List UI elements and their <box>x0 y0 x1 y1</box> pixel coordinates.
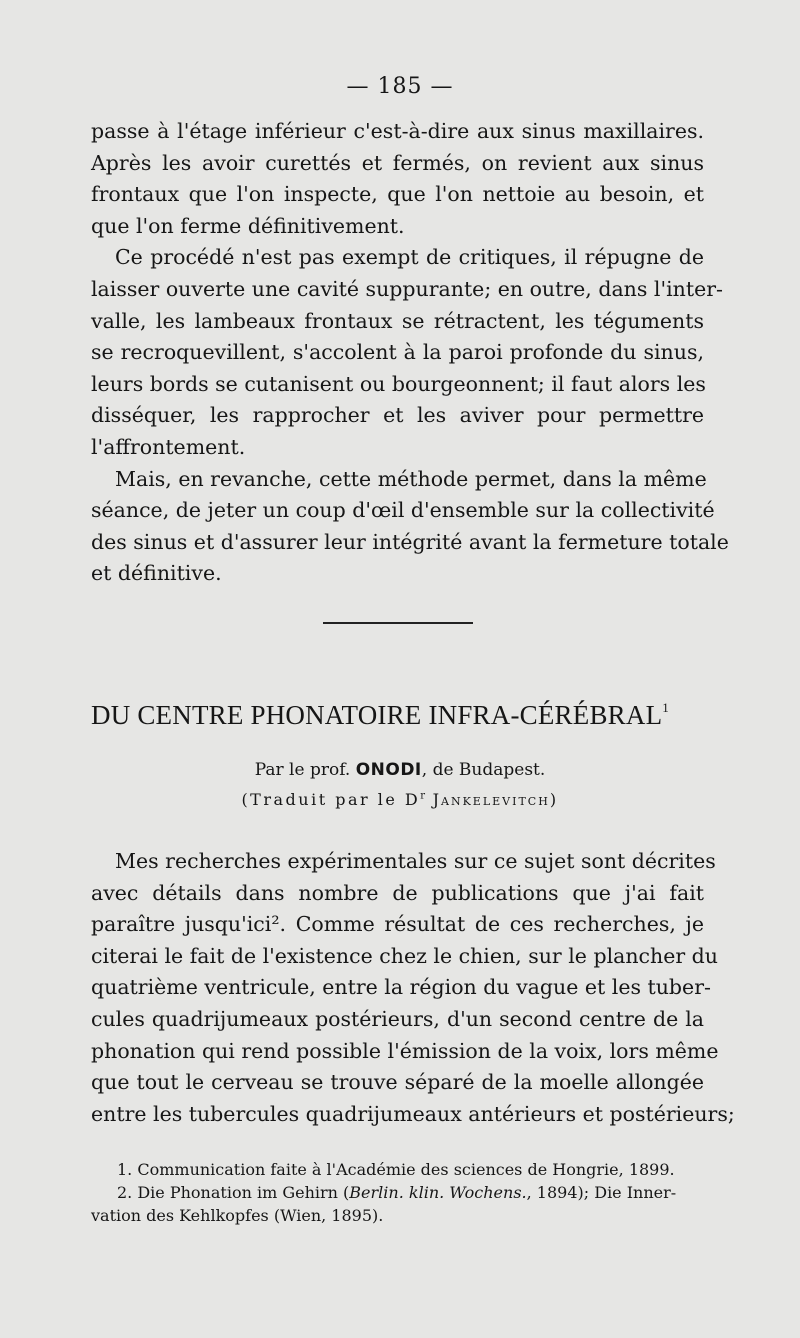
text-line: valle, les lambeaux frontaux se rétractent, les téguments <box>91 308 704 333</box>
text-line: avec détails dans nombre de publications que j'ai fait <box>91 880 704 905</box>
footnote-2 <box>91 1181 704 1204</box>
text-line: que tout le cerveau se trouve séparé de la moelle allongée <box>91 1070 704 1095</box>
article-text <box>91 846 735 1130</box>
text-line: entre les tubercules quadrijumeaux antérieurs et postérieurs; <box>91 1101 735 1126</box>
section-divider <box>323 622 473 624</box>
translator-line <box>0 790 800 809</box>
text-line: des sinus et d'assurer leur intégrité avant la fermeture totale <box>91 529 729 554</box>
text-line: cules quadrijumeaux postérieurs, d'un second centre de la <box>91 1006 704 1031</box>
byline-prefix: Par le prof. <box>254 760 351 780</box>
text-line: séance, de jeter un coup d'œil d'ensemble sur la collectivité <box>91 498 715 523</box>
text-line: Ce procédé n'est pas exempt de critiques, il répugne de <box>115 245 704 270</box>
article-title <box>91 700 711 731</box>
author-byline <box>0 760 800 780</box>
text-line: disséquer, les rapprocher et les aviver pour permettre <box>91 403 704 428</box>
text-line: passe à l'étage inférieur c'est-à-dire aux sinus maxillaires. <box>91 119 704 143</box>
translator-title-sup: r <box>420 790 426 802</box>
translator-suffix: ) <box>549 790 559 809</box>
footnote-1: 1. Communication faite à l'Académie des sciences de Hongrie, 1899. <box>117 1160 675 1179</box>
text-line: Mais, en revanche, cette méthode permet, dans la même <box>115 466 707 491</box>
text-line: se recroquevillent, s'accolent à la paroi profonde du sinus, <box>91 340 704 365</box>
author-name: ONODI <box>355 760 422 780</box>
footnote-2-continuation: vation des Kehlkopfes (Wien, 1895). <box>91 1206 384 1225</box>
text-line: quatrième ventricule, entre la région du vague et les tuber- <box>91 975 711 1000</box>
text-line: que l'on ferme définitivement. <box>91 213 405 238</box>
title-footnote-marker: 1 <box>662 700 669 715</box>
text-line: et définitive. <box>91 561 222 586</box>
text-line: laisser ouverte une cavité suppurante; en outre, dans l'inter- <box>91 276 723 301</box>
text-line: paraître jusqu'ici². Comme résultat de ces recherches, je <box>91 912 704 937</box>
translator-prefix: (Traduit par le D <box>241 790 421 809</box>
text-line: Mes recherches expérimentales sur ce sujet sont décrites <box>115 849 716 873</box>
text-line: phonation qui rend possible l'émission de la voix, lors même <box>91 1038 719 1063</box>
footnotes <box>91 1158 704 1227</box>
footnote-2-mid: , 1894); Die Inner- <box>526 1183 677 1202</box>
section-one-text <box>91 116 729 590</box>
byline-suffix: , de Budapest. <box>421 760 546 780</box>
footnote-2-journal: Berlin. klin. Wochens. <box>349 1183 527 1202</box>
translator-name: Jankelevitch <box>432 790 550 809</box>
text-line: citerai le fait de l'existence chez le chien, sur le plancher du <box>91 943 719 968</box>
text-line: l'affrontement. <box>91 434 246 459</box>
footnote-2-prefix: 2. Die Phonation im Gehirn ( <box>117 1183 350 1202</box>
text-line: frontaux que l'on inspecte, que l'on nettoie au besoin, et <box>91 182 704 207</box>
text-line: leurs bords se cutanisent ou bourgeonnent; il faut alors les <box>91 371 706 396</box>
article-title-text: DU CENTRE PHONATOIRE INFRA-CÉRÉBRAL <box>91 700 663 730</box>
page-number: — 185 — <box>346 74 454 99</box>
text-line: Après les avoir curettés et fermés, on revient aux sinus <box>91 150 704 175</box>
